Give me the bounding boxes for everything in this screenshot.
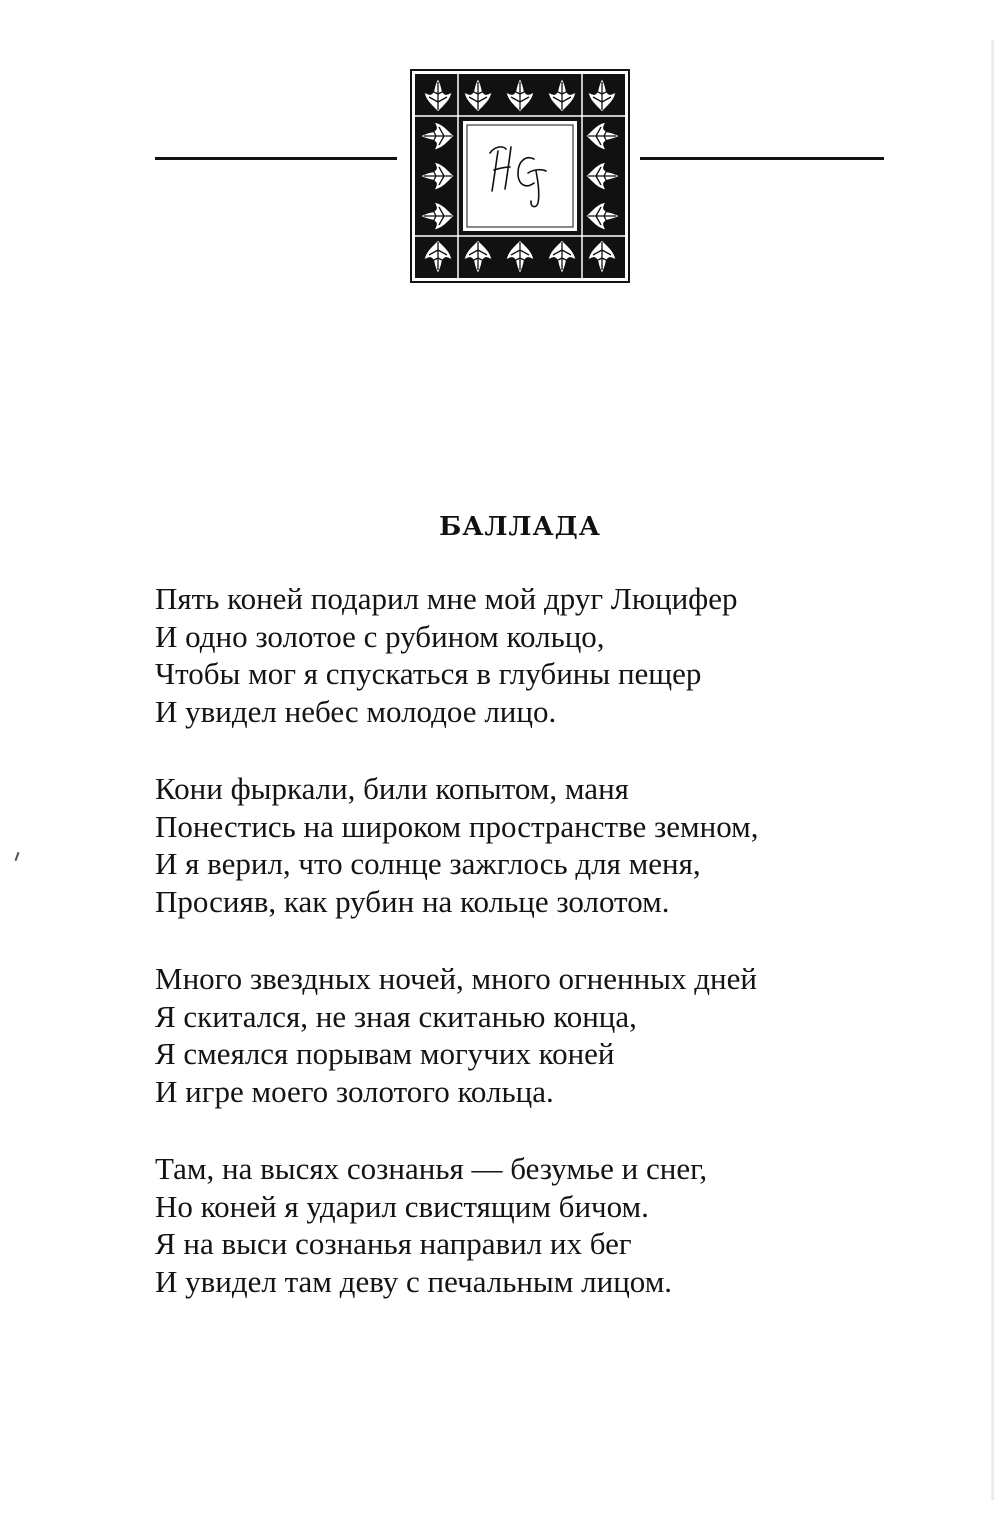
verse-line: И увидел небес молодое лицо. xyxy=(155,693,557,729)
verse-line: Чтобы мог я спускаться в глубины пещер xyxy=(155,656,702,691)
verse-line: Просияв, как рубин на кольце золотом. xyxy=(155,883,670,919)
verse-line: И увидел там деву с печальным лицом. xyxy=(155,1263,673,1299)
verse-line: И я верил, что солнце зажглось для меня, xyxy=(155,846,701,881)
stanza xyxy=(155,1150,915,1300)
verse-line: Но коней я ударил свистящим бичом. xyxy=(155,1188,649,1224)
verse-line: И одно золотое с рубином кольцо, xyxy=(155,618,605,654)
header-rule-right xyxy=(640,157,884,160)
verse-line: Понестись на широком пространстве земном, xyxy=(155,808,759,844)
verse-line: Пять коней подарил мне мой друг Люцифер xyxy=(155,581,738,616)
verse-line: Там, на высях сознанья — безумье и снег, xyxy=(155,1151,708,1186)
poem-body xyxy=(155,580,915,1340)
stanza xyxy=(155,580,915,730)
verse-line: Много звездных ночей, много огненных дней xyxy=(155,961,757,996)
page-edge-shadow xyxy=(991,40,994,1500)
header-rule-left xyxy=(155,157,397,160)
verse-line: Я на выси сознанья направил их бег xyxy=(155,1226,632,1261)
verse-line: Я скитался, не зная скитанью конца, xyxy=(155,998,637,1034)
verse-line: Кони фыркали, били копытом, маня xyxy=(155,771,629,806)
stanza xyxy=(155,960,915,1110)
verse-line: И игре моего золотого кольца. xyxy=(155,1073,554,1109)
poem-title: БАЛЛАДА xyxy=(439,512,601,542)
monogram-vignette xyxy=(410,69,630,283)
verse-line: Я смеялся порывам могучих коней xyxy=(155,1036,615,1071)
stanza xyxy=(155,770,915,920)
headpiece-ornament xyxy=(410,69,630,283)
print-speck xyxy=(15,852,20,861)
